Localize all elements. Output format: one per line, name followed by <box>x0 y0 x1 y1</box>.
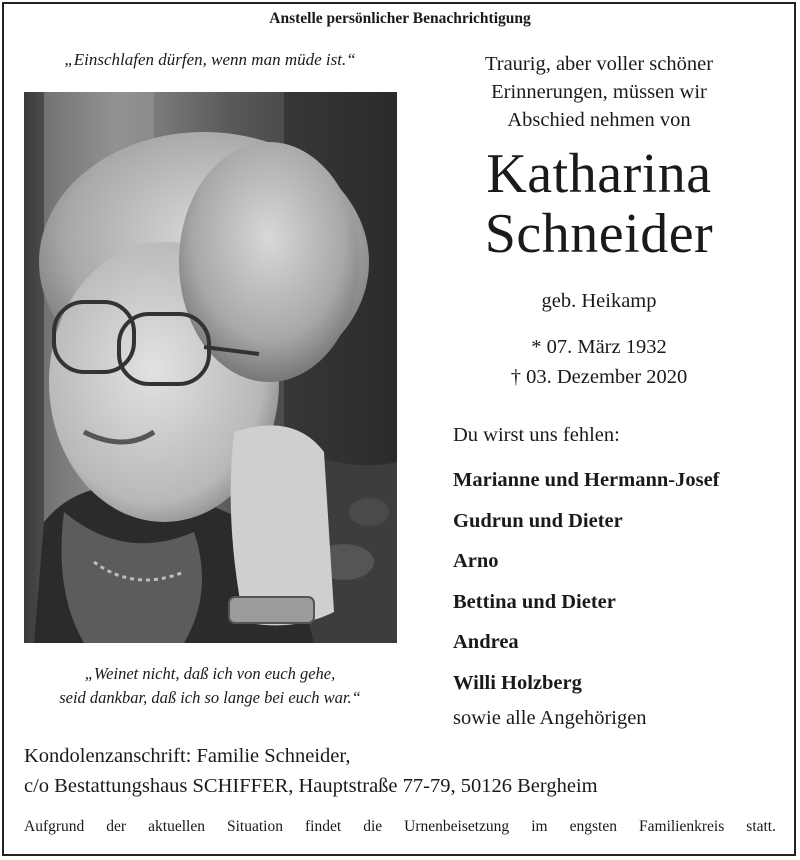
intro-text <box>420 50 778 134</box>
mourners-list <box>453 466 720 709</box>
first-name: Katharina <box>486 143 712 205</box>
mourner-item: Gudrun und Dieter <box>453 509 623 532</box>
quote-bottom-line2: seid dankbar, daß ich so lange bei euch war.“ <box>59 688 361 707</box>
mourner-item: Marianne und Hermann-Josef <box>453 469 720 491</box>
contact-line2: c/o Bestattungshaus SCHIFFER, Hauptstraße 77-79, 50126 Bergheim <box>24 775 598 797</box>
contact-line1: Kondolenzanschrift: Familie Schneider, <box>24 745 351 767</box>
mourner-item: Arno <box>453 550 499 572</box>
quote-top: „Einschlafen dürfen, wenn man müde ist.“ <box>64 50 356 69</box>
miss-you-line: Du wirst uns fehlen: <box>453 424 620 446</box>
mourner-item: Bettina und Dieter <box>453 590 616 613</box>
mourner-item: Willi Holzberg <box>453 671 582 694</box>
death-date: † 03. Dezember 2020 <box>510 366 688 388</box>
intro-line1: Traurig, aber voller schöner <box>484 53 714 75</box>
footer-note: Aufgrund der aktuellen Situation findet die Urnenbeisetzung im engsten Familienkreis statt. <box>24 818 776 835</box>
condolence-address <box>24 741 598 801</box>
intro-line3: Abschied nehmen von <box>507 109 691 131</box>
life-dates <box>420 332 778 392</box>
last-name: Schneider <box>484 203 714 265</box>
mourner-item: Andrea <box>453 631 519 653</box>
notice-header: Anstelle persönlicher Benachrichtigung <box>269 10 531 27</box>
deceased-name <box>420 144 778 264</box>
maiden-name: geb. Heikamp <box>541 290 657 312</box>
quote-bottom <box>24 662 396 710</box>
birth-date: * 07. März 1932 <box>531 336 667 358</box>
portrait-photo <box>24 92 397 643</box>
intro-line2: Erinnerungen, müssen wir <box>491 81 707 103</box>
other-relatives: sowie alle Angehörigen <box>453 707 647 729</box>
quote-bottom-line1: „Weinet nicht, daß ich von euch gehe, <box>84 664 336 683</box>
portrait-image <box>24 92 397 643</box>
